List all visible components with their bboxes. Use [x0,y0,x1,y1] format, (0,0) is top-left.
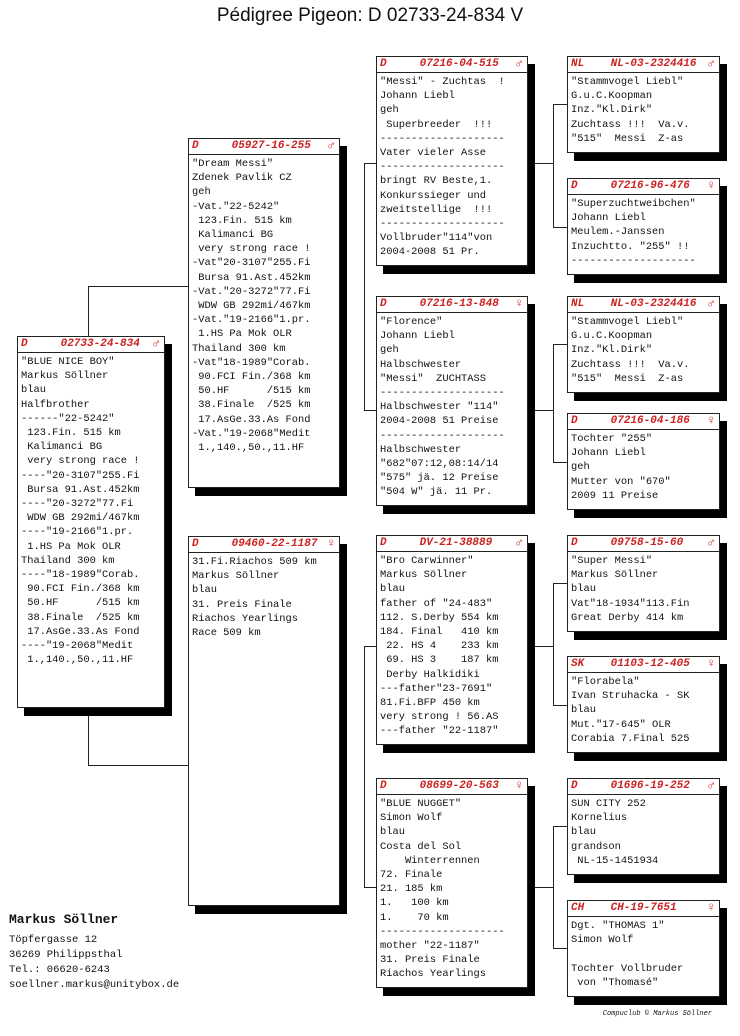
detail-line: ---father "22-1187" [380,725,499,738]
detail-line: -------------------- [380,429,505,442]
detail-line: 72. Finale [380,869,443,882]
detail-line: Markus Söllner [571,569,659,582]
pigeon-details [18,353,164,669]
detail-line: ----"19-2068"Medit [21,640,134,653]
female-icon: ♀ [707,178,715,193]
pedigree-card-sss [567,56,720,153]
pedigree-card-dss [567,535,720,632]
detail-line: Race 509 km [192,627,261,640]
detail-line: "Bro Carwinner" [380,555,474,567]
detail-line: Vollbruder"114"von [380,232,493,245]
detail-line: "Superzuchtweibchen" [571,198,696,210]
copyright-footer: Compuclub © Markus Söllner [602,1010,712,1018]
detail-line: 22. HS 4 233 km [380,640,499,653]
connector-line [88,286,188,287]
detail-line: -------------------- [380,218,505,231]
breeder-city: 36269 Philippsthal [9,949,123,961]
detail-line: Riachos Yearlings [380,968,487,981]
ring-number: D 07216-96-476 ♀ [568,179,719,195]
connector-line [553,583,567,584]
detail-line: 31. Preis Finale [380,954,480,967]
detail-line: Inz."Kl.Dirk" [571,104,653,117]
pedigree-card-ssd [567,178,720,275]
detail-line: 17.AsGe.33.As Fond [21,625,140,638]
connector-line [88,765,188,766]
pedigree-card-sds [567,296,720,393]
detail-line: "Messi" - Zuchtas ! [380,76,505,88]
detail-line: Johann Liebl [380,330,455,343]
breeder-phone: Tel.: 06620-6243 [9,964,110,976]
detail-line: Johann Liebl [380,90,455,103]
ring-number: D 01696-19-252 ♂ [568,779,719,795]
connector-line [553,344,554,462]
detail-line: grandson [571,840,621,853]
detail-line: Vat"18-1934"113.Fin [571,597,690,610]
detail-line: -------------------- [571,254,696,267]
detail-line: Vater vieler Asse [380,147,487,160]
detail-line: 31.Fi.Riachos 509 km [192,556,317,568]
detail-line: 2004-2008 51 Pr. [380,246,480,259]
ring-number: D 07216-13-848 ♀ [377,297,527,313]
detail-line: -Vat"20-3107"255.Fi [192,257,311,270]
ring-number: D 07216-04-515 ♂ [377,57,527,73]
detail-line: ----"19-2166"1.pr. [21,526,134,539]
detail-line: Markus Söllner [21,370,109,383]
detail-line: Mutter von "670" [571,475,671,488]
pedigree-card-dam [188,536,340,906]
detail-line: geh [380,344,399,357]
detail-line: Zuchtass !!! Va.v. [571,358,690,371]
detail-line: Kornelius [571,812,628,825]
detail-line: 50.HF /515 km [192,385,311,398]
detail-line: 17.AsGe.33.As Fond [192,413,311,426]
connector-line [553,104,554,227]
detail-line: 31. Preis Finale [192,598,292,611]
detail-line: Halbschwester [380,443,462,456]
detail-line: father of "24-483" [380,597,493,610]
detail-line: Inz."Kl.Dirk" [571,344,653,357]
detail-line: 184. Final 410 km [380,626,499,639]
male-icon: ♂ [707,296,715,311]
detail-line: 81.Fi.BFP 450 km [380,697,480,710]
detail-line: "Super Messi" [571,555,653,567]
detail-line: 1.HS Pa Mok OLR [192,328,292,341]
male-icon: ♂ [707,535,715,550]
pigeon-details [377,73,527,262]
detail-line: very strong race ! [21,455,140,468]
male-icon: ♂ [327,138,335,153]
ring-number: D 09460-22-1187 ♀ [189,537,339,553]
detail-line [571,947,716,961]
detail-line: 1. 70 km [380,911,449,924]
ring-number: NL NL-03-2324416 ♂ [568,297,719,313]
detail-line: 1.,140.,50.,11.HF [192,442,305,455]
breeder-street: Töpfergasse 12 [9,934,98,946]
male-icon: ♂ [707,56,715,71]
detail-line: Bursa 91.Ast.452km [192,271,311,284]
ring-number: D 02733-24-834 ♂ [18,337,164,353]
detail-line: -------------------- [380,925,505,938]
detail-line: Ivan Struhacka - SK [571,690,690,703]
detail-line: "Stammvogel Liebl" [571,316,684,328]
detail-line: "Florence" [380,316,443,328]
detail-line: blau [21,384,46,397]
detail-line: 1.HS Pa Mok OLR [21,540,121,553]
ring-number: D 09758-15-60 ♂ [568,536,719,552]
detail-line: ----"20-3107"255.Fi [21,469,140,482]
detail-line: "515" Messi Z-as [571,132,684,145]
detail-line: blau [192,584,217,597]
connector-line [364,163,376,164]
detail-line: 112. S.Derby 554 km [380,611,499,624]
detail-line: 1.,140.,50.,11.HF [21,654,134,667]
male-icon: ♂ [515,56,523,71]
detail-line: SUN CITY 252 [571,798,646,810]
detail-line: G.u.C.Koopman [571,90,653,103]
connector-line [364,163,365,410]
detail-line: "575" jä. 12 Preise [380,472,499,485]
detail-line: Konkurssieger und [380,189,487,202]
pigeon-details [568,673,719,748]
detail-line: -Vat."22-5242" [192,200,280,213]
detail-line: -Vat."19-2166"1.pr. [192,314,311,327]
detail-line: Markus Söllner [380,569,468,582]
detail-line: "Stammvogel Liebl" [571,76,684,88]
pigeon-details [568,195,719,270]
detail-line: Halbschwester "114" [380,401,499,414]
detail-line: ------"22-5242" [21,412,115,425]
detail-line: "515" Messi Z-as [571,372,684,385]
detail-line: Meulem.-Janssen [571,226,665,239]
connector-line [364,646,376,647]
detail-line: Zuchtass !!! Va.v. [571,118,690,131]
breeder-contact [9,912,179,993]
detail-line: Tochter Vollbruder [571,962,684,975]
detail-line: 21. 185 km [380,883,443,896]
female-icon: ♀ [707,413,715,428]
pedigree-card-sdd [567,413,720,510]
ring-number: D 08699-20-563 ♀ [377,779,527,795]
connector-line [528,163,554,164]
breeder-email[interactable]: soellner.markus@unitybox.de [9,979,180,991]
pigeon-details [568,313,719,388]
detail-line: Kalimanci BG [21,441,103,454]
detail-line: 90.FCI Fin./368 km [192,371,311,384]
connector-line [528,887,554,888]
detail-line: ----"20-3272"77.Fi [21,498,134,511]
detail-line: G.u.C.Koopman [571,330,653,343]
pigeon-details [377,552,527,741]
ring-number: D DV-21-38889 ♂ [377,536,527,552]
detail-line: "Florabela" [571,676,640,688]
detail-line: 69. HS 3 187 km [380,654,499,667]
detail-line: -Vat."20-3272"77.Fi [192,285,311,298]
connector-line [364,646,365,887]
connector-line [364,410,376,411]
detail-line: "682"07:12,08:14/14 [380,458,499,471]
female-icon: ♀ [327,536,335,551]
pedigree-card-sire [188,138,340,488]
connector-line [528,646,554,647]
detail-line: -------------------- [380,132,505,145]
detail-line: 123.Fin. 515 km [192,214,292,227]
pigeon-details [568,795,719,870]
pigeon-details [377,313,527,502]
detail-line: very strong race ! [192,243,311,256]
detail-line: Dgt. "THOMAS 1" [571,920,665,932]
female-icon: ♀ [515,778,523,793]
detail-line: Johann Liebl [571,212,646,225]
pedigree-card-ddd [567,900,720,997]
pigeon-details [189,155,339,457]
breeder-name: Markus Söllner [9,912,119,927]
connector-line [553,705,567,706]
detail-line: geh [380,104,399,117]
female-icon: ♀ [707,900,715,915]
detail-line: "Dream Messi" [192,158,274,170]
detail-line: Zdenek Pavlik CZ [192,172,292,185]
detail-line: Inzuchtto. "255" !! [571,240,690,253]
detail-line: "BLUE NICE BOY" [21,356,115,368]
detail-line: 50.HF /515 km [21,597,140,610]
detail-line: 38.Finale /525 km [21,611,140,624]
pigeon-details [568,73,719,148]
detail-line: Corabia 7.Final 525 [571,732,690,745]
detail-line: Tochter "255" [571,433,653,445]
detail-line: NL-15-1451934 [571,854,659,867]
detail-line: blau [571,583,596,596]
detail-line: -Vat."19-2068"Medit [192,427,311,440]
male-icon: ♂ [152,336,160,351]
connector-line [553,104,567,105]
detail-line: 38.Finale /525 km [192,399,311,412]
detail-line: 2004-2008 51 Preise [380,415,499,428]
connector-line [528,410,554,411]
ring-number: D 05927-16-255 ♂ [189,139,339,155]
detail-line: 90.FCI Fin./368 km [21,583,140,596]
detail-line: 123.Fin. 515 km [21,427,121,440]
detail-line: -------------------- [380,161,505,174]
detail-line: "504 W" jä. 11 Pr. [380,486,493,499]
pigeon-details [568,552,719,627]
pedigree-card-sire-dam [376,296,528,506]
detail-line: Simon Wolf [380,812,443,825]
pigeon-details [568,430,719,505]
pigeon-details [377,795,527,984]
detail-line: "BLUE NUGGET" [380,798,462,810]
pigeon-details [189,553,339,642]
detail-line: WDW GB 292mi/467km [21,512,140,525]
detail-line: 2009 11 Preise [571,489,659,502]
detail-line: Markus Söllner [192,570,280,583]
connector-line [88,708,89,765]
connector-line [553,227,567,228]
detail-line: blau [571,826,596,839]
detail-line: Derby Halkidiki [380,668,480,681]
detail-line: geh [571,461,590,474]
detail-line: ----"18-1989"Corab. [21,569,140,582]
detail-line: very strong ! 56.AS [380,711,499,724]
connector-line [88,286,89,336]
detail-line: geh [192,186,211,199]
female-icon: ♀ [707,656,715,671]
detail-line: blau [380,826,405,839]
detail-line: Johann Liebl [571,447,646,460]
connector-line [553,344,567,345]
connector-line [553,583,554,705]
connector-line [553,948,567,949]
detail-line: Simon Wolf [571,934,634,947]
detail-line: Thailand 300 km [21,554,115,567]
detail-line: Winterrennen [380,854,480,867]
detail-line: Superbreeder !!! [380,118,493,131]
connector-line [553,826,567,827]
detail-line: Costa del Sol [380,840,462,853]
male-icon: ♂ [515,535,523,550]
detail-line: blau [380,583,405,596]
pedigree-card-dds [567,778,720,875]
connector-line [553,462,567,463]
male-icon: ♂ [707,778,715,793]
detail-line: -------------------- [380,387,505,400]
ring-number: D 07216-04-186 ♀ [568,414,719,430]
detail-line: -Vat"18-1989"Corab. [192,356,311,369]
ring-number: CH CH-19-7651 ♀ [568,901,719,917]
detail-line: Riachos Yearlings [192,612,299,625]
detail-line: blau [571,704,596,717]
pedigree-card-sire-sire [376,56,528,266]
detail-line: Halfbrother [21,398,90,411]
page-title: Pédigree Pigeon: D 02733-24-834 V [216,5,524,26]
detail-line: bringt RV Beste,1. [380,175,493,188]
pedigree-card-subject [17,336,165,708]
detail-line: Bursa 91.Ast.452km [21,483,140,496]
detail-line: von "Thomasé" [571,976,659,989]
detail-line: Great Derby 414 km [571,611,684,624]
ring-number: NL NL-03-2324416 ♂ [568,57,719,73]
connector-line [364,887,376,888]
detail-line: zweitstellige !!! [380,203,493,216]
pigeon-details [568,917,719,992]
detail-line: WDW GB 292mi/467km [192,300,311,313]
detail-line: Kalimanci BG [192,229,274,242]
detail-line: Mut."17-645" OLR [571,718,671,731]
detail-line: Halbschwester [380,358,462,371]
pedigree-card-dam-sire [376,535,528,745]
detail-line: mother "22-1187" [380,940,480,953]
detail-line: "Messi" ZUCHTASS [380,372,487,385]
detail-line: 1. 100 km [380,897,449,910]
female-icon: ♀ [515,296,523,311]
detail-line: Thailand 300 km [192,342,286,355]
pedigree-card-dam-dam [376,778,528,988]
ring-number: SK 01103-12-405 ♀ [568,657,719,673]
detail-line: ---father"23-7691" [380,682,493,695]
pedigree-card-dsd [567,656,720,753]
